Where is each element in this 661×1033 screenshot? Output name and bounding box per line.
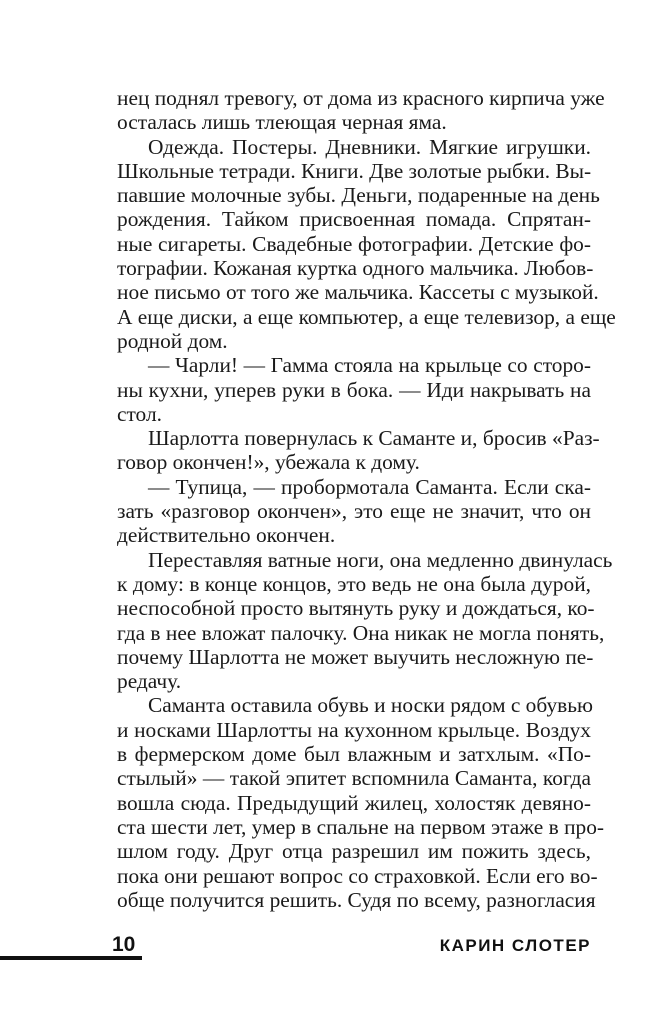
text-line: ные сигареты. Свадебные фотографии. Детские фо- <box>117 231 591 256</box>
text-line: стол. <box>117 401 162 426</box>
text-line: в фермерском доме был влажным и затхлым. «По- <box>117 742 591 767</box>
text-line: ста шести лет, умер в спальне на первом этаже в про- <box>117 814 605 839</box>
text-line: ны кухни, уперев руки в бока. — Иди накрывать на <box>117 377 591 402</box>
text-line: и носками Шарлотты на кухонном крыльце. Воздух <box>117 717 591 742</box>
text-line: действительно окончен. <box>117 523 336 548</box>
text-line: нец поднял тревогу, от дома из красного кирпича уже <box>117 86 605 110</box>
text-line: вошла сюда. Предыдущий жилец, холостяк девяно- <box>117 790 591 815</box>
text-line: Переставляя ватные ноги, она медленно двинулась <box>148 547 613 572</box>
text-line: гда в нее вложат палочку. Она никак не могла понять, <box>117 620 605 645</box>
text-line: Шарлотта повернулась к Саманте и, бросив «Раз- <box>148 426 600 451</box>
text-line: ное письмо от того же мальчика. Кассеты с музыкой. <box>117 280 599 305</box>
text-line: обще получится решить. Судя по всему, разногласия <box>117 887 596 912</box>
text-line: говор окончен!», убежала к дому. <box>117 450 420 475</box>
text-line: пока они решают вопрос со страховкой. Если его во- <box>117 863 598 888</box>
text-line: рождения. Тайком присвоенная помада. Спрятан- <box>117 207 591 232</box>
text-line: зать «разговор окончен», это еще не значит, что он <box>117 499 591 524</box>
text-line: — Чарли! — Гамма стояла на крыльце со сторо- <box>148 353 591 378</box>
text-line: редачу. <box>117 669 182 694</box>
text-line: неспособной просто вытянуть руку и дождаться, ко- <box>117 596 595 621</box>
running-footer-author: КАРИН СЛОТЕР <box>439 936 591 955</box>
text-line: А еще диски, а еще компьютер, а еще телевизор, а еще <box>117 304 616 329</box>
text-line: Одежда. Постеры. Дневники. Мягкие игрушки. <box>148 134 591 159</box>
text-line: родной дом. <box>117 328 228 353</box>
text-line: осталась лишь тлеющая черная яма. <box>117 110 447 135</box>
text-line: к дому: в конце концов, это ведь не она была дурой, <box>117 571 591 596</box>
text-line: стылый» — такой эпитет вспомнила Саманта, когда <box>117 766 591 791</box>
text-line: — Тупица, — пробормотала Саманта. Если ска- <box>148 474 591 499</box>
page-number: 10 <box>112 933 136 956</box>
text-line: почему Шарлотта не может выучить несложную пе- <box>117 644 594 669</box>
body-text <box>117 86 616 912</box>
text-line: Школьные тетради. Книги. Две золотые рыбки. Вы- <box>117 158 592 183</box>
text-line: Саманта оставила обувь и носки рядом с обувью <box>148 693 593 718</box>
text-line: павшие молочные зубы. Деньги, подаренные на день <box>117 183 600 208</box>
text-line: шлом году. Друг отца разрешил им пожить здесь, <box>117 839 591 864</box>
text-line: тографии. Кожаная куртка одного мальчика. Любов- <box>117 256 594 281</box>
